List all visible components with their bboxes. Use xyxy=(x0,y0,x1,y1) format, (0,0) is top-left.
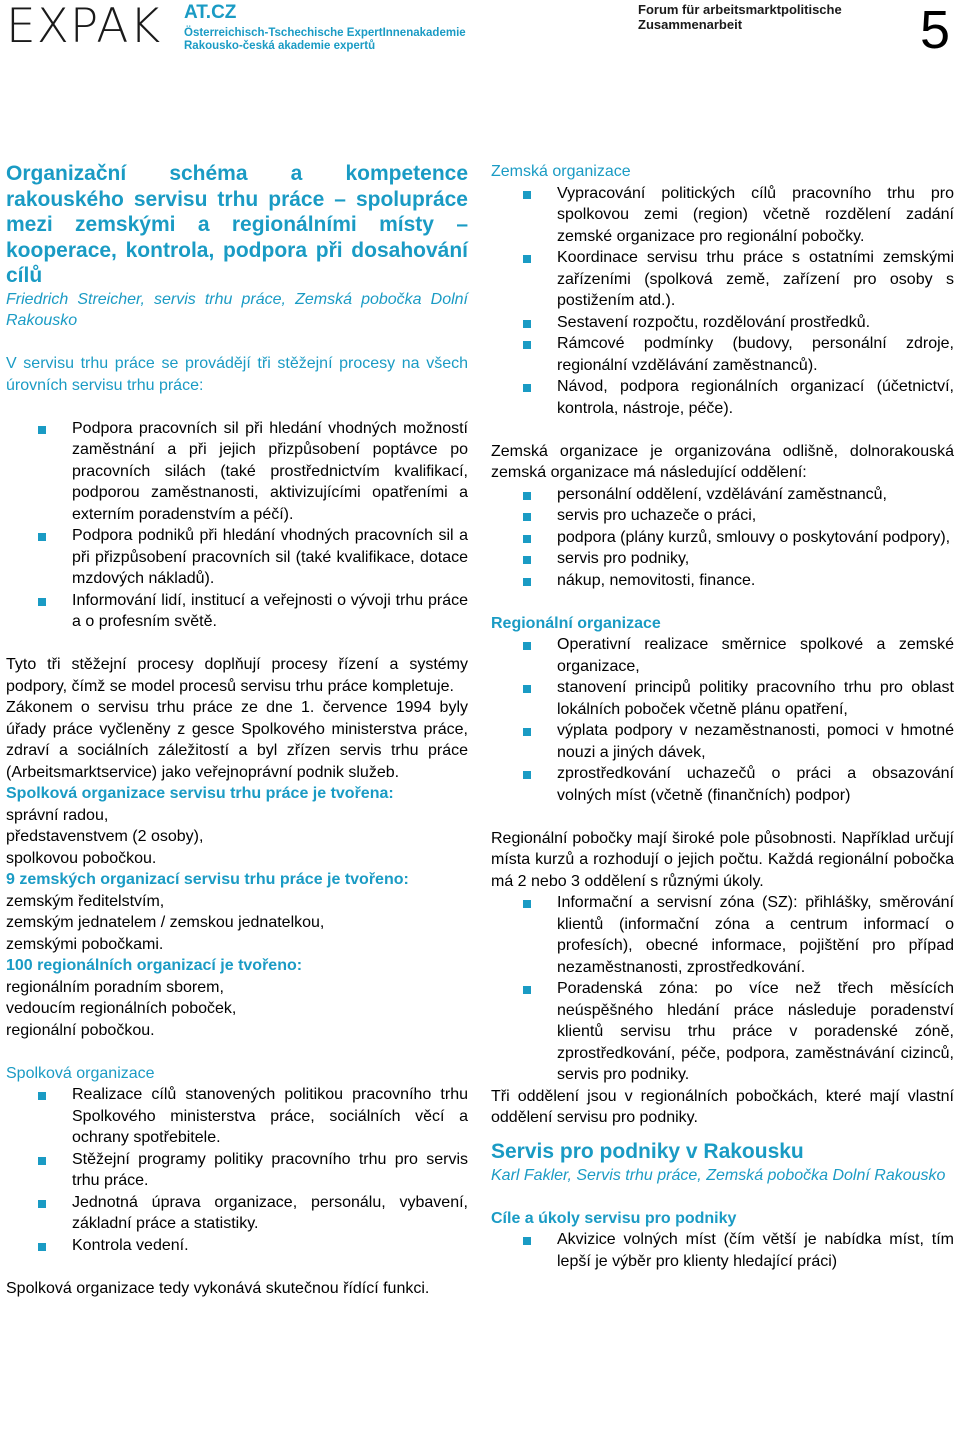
state-org-heading: Zemská organizace xyxy=(491,163,631,180)
list-item: Stěžejní programy politiky pracovního trhu pro servis trhu práce. xyxy=(6,1149,468,1192)
regional-heading: 100 regionálních organizací je tvořeno: xyxy=(6,957,303,974)
regional-paragraph: Regionální pobočky mají široké pole působnosti. Například určují místa kurzů a rozhodují o jejich počtu. Každá regionální pobočka má 2 nebo 3 oddělení s různými úkoly. xyxy=(491,829,954,890)
left-column xyxy=(6,161,468,1299)
list-item: Informační a servisní zóna (SZ): přihlášky, směrování klientů (informační zóna a centrum informací o profesích), obecné informace, pojištění pro případ nezaměstnanosti, zprostředkování. xyxy=(491,892,954,978)
academy-name-cz: Rakousko-česká akademie expertů xyxy=(184,40,376,52)
departments-list xyxy=(491,484,954,592)
state-item: zemským ředitelstvím, xyxy=(6,892,165,910)
list-item: zprostředkování uchazečů o práci a obsazování volných míst (včetně (finančních) podpor) xyxy=(491,763,954,806)
list-item: Návod, podpora regionálních organizací (účetnictví, kontrola, nástroje, péče). xyxy=(491,376,954,419)
article-author: Friedrich Streicher, servis trhu práce, Zemská pobočka Dolní Rakousko xyxy=(6,290,468,329)
processes-intro: V servisu trhu práce se provádějí tři stěžejní procesy na všech úrovních servisu trhu práce: xyxy=(6,355,468,394)
section-author: Karl Fakler, Servis trhu práce, Zemská pobočka Dolní Rakousko xyxy=(491,1166,946,1184)
list-item: podpora (plány kurzů, smlouvy o poskytování podpory), xyxy=(491,527,954,549)
state-org-paragraph: Zemská organizace je organizována odlišně, dolnorakouská zemská organizace má následující oddělení: xyxy=(491,442,954,481)
academy-name-de: Österreichisch-Tschechische ExpertInnenakademie xyxy=(184,27,466,39)
regional-org-heading: Regionální organizace xyxy=(491,614,661,632)
federal-item: správní radou, xyxy=(6,806,109,824)
list-item: Jednotná úprava organizace, personálu, vybavení, základní práce a statistiky. xyxy=(6,1192,468,1235)
closing-paragraph: Spolková organizace tedy vykonává skutečnou řídící funkci. xyxy=(6,1279,430,1297)
state-item: zemskými pobočkami. xyxy=(6,935,164,953)
section-title: Servis pro podniky v Rakousku xyxy=(491,1139,804,1163)
expak-logo xyxy=(6,2,161,52)
paragraph-processes: Tyto tři stěžejní procesy doplňují procesy řízení a systémy podpory, čímž se model procesů servisu trhu práce kompletuje. xyxy=(6,656,468,695)
state-org-list xyxy=(491,183,954,420)
zones-paragraph: Tři oddělení jsou v regionálních pobočkách, které mají vlastní oddělení servisu pro podniky. xyxy=(491,1087,954,1126)
list-item: Rámcové podmínky (budovy, personální zdroje, regionální vzdělávání zaměstnanců). xyxy=(491,333,954,376)
list-item: stanovení principů politiky pracovního trhu pro oblast lokálních poboček včetně plánu opatření, xyxy=(491,677,954,720)
logo-text: EXPAK xyxy=(6,0,162,54)
processes-list xyxy=(6,418,468,633)
federal-org-list xyxy=(6,1084,468,1256)
list-item: Poradenská zóna: po více než třech měsících neúspěšného hledání práce následuje poradenství klientů servisu trhu práce v poradenské zóně, zprostředkování, péče, podpora, zaměstnávání cizinců, servis pro podniky. xyxy=(491,978,954,1086)
list-item: Vypracování politických cílů pracovního trhu pro spolkovou zemi (region) včetně rozdělení zadání zemské organizace pro regionální pobočky. xyxy=(491,183,954,248)
federal-org-heading: Spolková organizace xyxy=(6,1064,155,1082)
right-column xyxy=(491,161,954,1272)
regional-item: vedoucím regionálních poboček, xyxy=(6,1000,237,1017)
list-item: Akvizice volných míst (čím větší je nabídka míst, tím lepší je výběr pro klienty hledající práci) xyxy=(491,1229,954,1272)
federal-item: představenstvem (2 osoby), xyxy=(6,828,204,845)
list-item: Podpora pracovních sil při hledání vhodných možností zaměstnání a při jejich přizpůsobení poptávce po pracovních silách (také prostřednictvím kvalifikací, podporou zaměstnanosti, aktivizujícími opatřeními a externím poradenstvím a péčí). xyxy=(6,418,468,526)
goals-heading: Cíle a úkoly servisu pro podniky xyxy=(491,1209,737,1227)
forum-title: Forum für arbeitsmarktpolitische Zusammenarbeit xyxy=(638,2,842,32)
regional-org-list xyxy=(491,634,954,806)
list-item: Sestavení rozpočtu, rozdělování prostředků. xyxy=(491,312,954,334)
list-item: Koordinace servisu trhu práce s ostatními zemskými zařízeními (spolková země, zařízení pro osoby s postižením atd.). xyxy=(491,247,954,312)
zones-list xyxy=(491,892,954,1086)
page-number: 5 xyxy=(919,0,950,60)
list-item: personální oddělení, vzdělávání zaměstnanců, xyxy=(491,484,954,506)
list-item: Podpora podniků při hledání vhodných pracovních sil a při přizpůsobení pracovních sil (také kvalifikace, dotace mzdových nákladů). xyxy=(6,525,468,590)
state-heading: 9 zemských organizací servisu trhu práce je tvořeno: xyxy=(6,871,409,888)
regional-item: regionálním poradním sborem, xyxy=(6,978,224,996)
list-item: Operativní realizace směrnice spolkové a zemské organizace, xyxy=(491,634,954,677)
list-item: Realizace cílů stanovených politikou pracovního trhu Spolkového ministerstva práce, sociálních věcí a ochrany spotřebitele. xyxy=(6,1084,468,1149)
regional-item: regionální pobočkou. xyxy=(6,1021,155,1039)
article-title: Organizační schéma a kompetence rakouského servisu trhu práce – spolupráce mezi zemskými a regionálními místy – kooperace, kontrola, podpora při dosahování cílů xyxy=(6,162,468,287)
brand-atcz: AT.CZ xyxy=(184,2,237,23)
list-item: Informování lidí, institucí a veřejnosti o vývoji trhu práce a o profesním světě. xyxy=(6,590,468,633)
list-item: nákup, nemovitosti, finance. xyxy=(491,570,954,592)
list-item: servis pro podniky, xyxy=(491,548,954,570)
federal-heading: Spolková organizace servisu trhu práce je tvořena: xyxy=(6,785,394,802)
state-item: zemským jednatelem / zemskou jednatelkou, xyxy=(6,914,325,931)
federal-item: spolkovou pobočkou. xyxy=(6,849,157,867)
list-item: výplata podpory v nezaměstnanosti, pomoci v hmotné nouzi a jiných dávek, xyxy=(491,720,954,763)
list-item: Kontrola vedení. xyxy=(6,1235,468,1257)
list-item: servis pro uchazeče o práci, xyxy=(491,505,954,527)
page-header xyxy=(0,0,960,62)
goals-list xyxy=(491,1229,954,1272)
paragraph-law: Zákonem o servisu trhu práce ze dne 1. července 1994 byly úřady práce vyčleněny z gesce Spolkového ministerstva práce, zdraví a sociálních záležitostí a byl zřízen servis trhu práce (Arbeitsmarktservice) jako veřejnoprávní podnik služeb. xyxy=(6,699,468,781)
